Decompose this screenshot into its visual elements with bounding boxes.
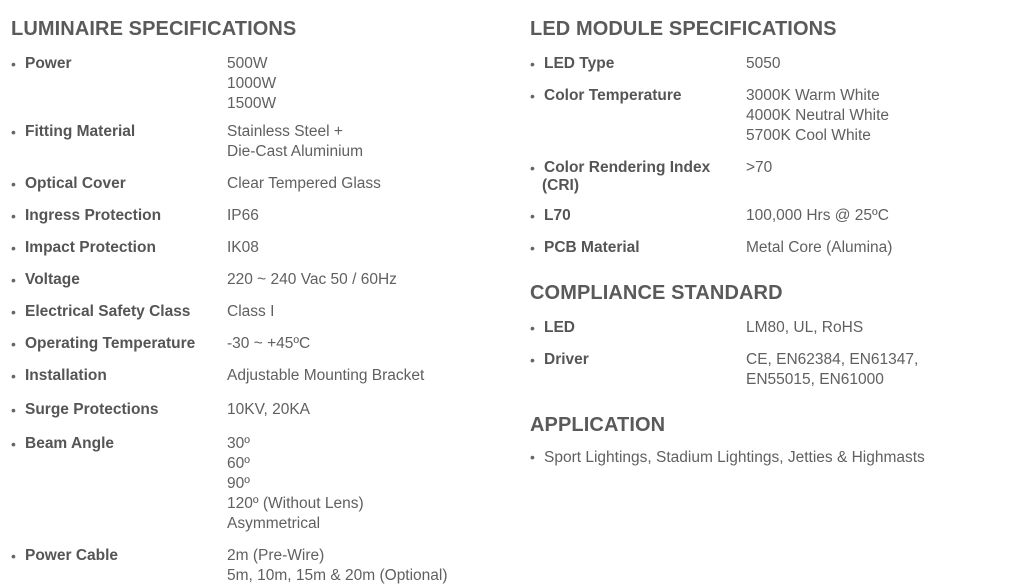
spec-value: 90º [227,475,250,492]
bullet: • [530,240,535,256]
spec-value: 60º [227,455,250,472]
spec-value: 3000K Warm White [746,87,880,104]
spec-label-text: LED [544,319,575,336]
spec-values [746,238,892,258]
spec-values [227,54,276,114]
spec-values [746,54,780,74]
bullet: • [530,88,535,104]
spec-row [530,159,710,195]
spec-values [746,158,772,178]
spec-row [11,271,80,289]
spec-label [544,319,575,337]
spec-label [544,55,614,73]
spec-label-text: PCB Material [544,239,640,256]
spec-label-text: Color Rendering Index [544,159,711,176]
spec-value: 1000W [227,75,277,92]
spec-value: 30º [227,435,250,452]
bullet: • [11,124,16,140]
spec-label [25,335,195,353]
spec-value: Stainless Steel + [227,123,343,140]
bullet: • [11,176,16,192]
spec-row [530,351,589,369]
bullet: • [530,160,535,176]
spec-row [530,239,640,257]
spec-values [227,334,310,354]
spec-values [227,206,259,226]
spec-label-text: Installation [25,367,107,384]
spec-value: CE, EN62384, EN61347, [746,351,919,368]
section-title: APPLICATION [530,414,666,436]
spec-value: 100,000 Hrs @ 25ºC [746,207,889,224]
spec-label [25,271,80,289]
spec-row [530,55,614,73]
spec-label [25,303,190,321]
bullet: • [11,208,16,224]
spec-label [544,239,640,257]
spec-row [11,303,190,321]
spec-label-text: Power Cable [25,547,119,564]
spec-row [11,175,126,193]
spec-values [227,270,397,290]
spec-label-text: Optical Cover [25,175,126,192]
spec-value: 5700K Cool White [746,127,871,144]
spec-values [227,546,448,586]
spec-row [11,239,156,257]
spec-values [746,350,918,390]
spec-label-text: L70 [544,207,571,224]
spec-row [11,401,159,419]
spec-label [25,175,126,193]
spec-value: IP66 [227,207,259,224]
spec-value: 120º (Without Lens) [227,495,364,512]
spec-row [530,207,571,225]
bullet: • [11,548,16,564]
spec-label-text: Color Temperature [544,87,682,104]
spec-value: EN55015, EN61000 [746,371,884,388]
spec-label [544,159,710,195]
spec-row [11,367,107,385]
spec-values [746,206,889,226]
spec-value: 4000K Neutral White [746,107,890,124]
spec-value: Class I [227,303,275,320]
spec-value: 220 ~ 240 Vac 50 / 60Hz [227,271,397,288]
spec-row [530,319,575,337]
spec-value: IK08 [227,239,259,256]
spec-label [544,207,571,225]
spec-label [544,351,589,369]
spec-row [11,547,118,565]
spec-label [25,435,114,453]
spec-value: -30 ~ +45ºC [227,335,311,352]
spec-values [227,122,363,162]
spec-values [227,174,381,194]
spec-values [227,400,310,420]
bullet: • [11,402,16,418]
spec-label-text: (CRI) [542,177,580,194]
spec-label [544,87,682,105]
spec-value: 10KV, 20KA [227,401,311,418]
bullet: • [11,56,16,72]
bullet: • [530,449,535,465]
section-title: COMPLIANCE STANDARD [530,282,783,304]
spec-values [746,86,889,146]
spec-value: 5050 [746,55,781,72]
bullet: • [11,336,16,352]
bullet: • [11,240,16,256]
spec-value: Die-Cast Aluminium [227,143,364,160]
bullet: • [11,368,16,384]
spec-label-text: Operating Temperature [25,335,196,352]
bullet: • [530,320,535,336]
section-title: LUMINAIRE SPECIFICATIONS [11,18,297,40]
spec-values [227,434,364,534]
bullet: • [11,272,16,288]
spec-value: 2m (Pre-Wire) [227,547,325,564]
spec-values [746,318,863,338]
bullet: • [11,304,16,320]
spec-value: 5m, 10m, 15m & 20m (Optional) [227,567,448,584]
spec-label [25,547,118,565]
spec-label-text: Fitting Material [25,123,136,140]
spec-label-text: Power [25,55,72,72]
bullet: • [530,208,535,224]
bullet: • [11,436,16,452]
spec-label-text: Electrical Safety Class [25,303,191,320]
spec-label-text: Beam Angle [25,435,115,452]
spec-row [11,435,114,453]
bullet: • [530,352,535,368]
bullet: • [530,56,535,72]
spec-row [11,207,161,225]
spec-label [25,123,135,141]
spec-value: Clear Tempered Glass [227,175,381,192]
spec-values [227,302,274,322]
spec-row [530,87,682,105]
spec-label [25,367,107,385]
spec-label-text: LED Type [544,55,615,72]
spec-label-text: Ingress Protection [25,207,162,224]
spec-value: Asymmetrical [227,515,321,532]
spec-value: 1500W [227,95,277,112]
spec-row [11,123,135,141]
list-item [530,448,925,468]
spec-label [25,239,156,257]
spec-value: Adjustable Mounting Bracket [227,367,425,384]
spec-value: 500W [227,55,268,72]
spec-row [11,55,72,73]
spec-value: >70 [746,159,773,176]
application-text: Sport Lightings, Stadium Lightings, Jetties & Highmasts [544,449,925,466]
section-title: LED MODULE SPECIFICATIONS [530,18,837,40]
spec-label [25,401,159,419]
spec-value: Metal Core (Alumina) [746,239,893,256]
spec-row [11,335,195,353]
spec-label-text: Surge Protections [25,401,159,418]
spec-label [25,55,72,73]
spec-values [227,238,259,258]
spec-label-text: Driver [544,351,589,368]
spec-label-text: Impact Protection [25,239,156,256]
spec-value: LM80, UL, RoHS [746,319,864,336]
spec-values [227,366,424,386]
spec-label-text: Voltage [25,271,80,288]
spec-label [25,207,161,225]
